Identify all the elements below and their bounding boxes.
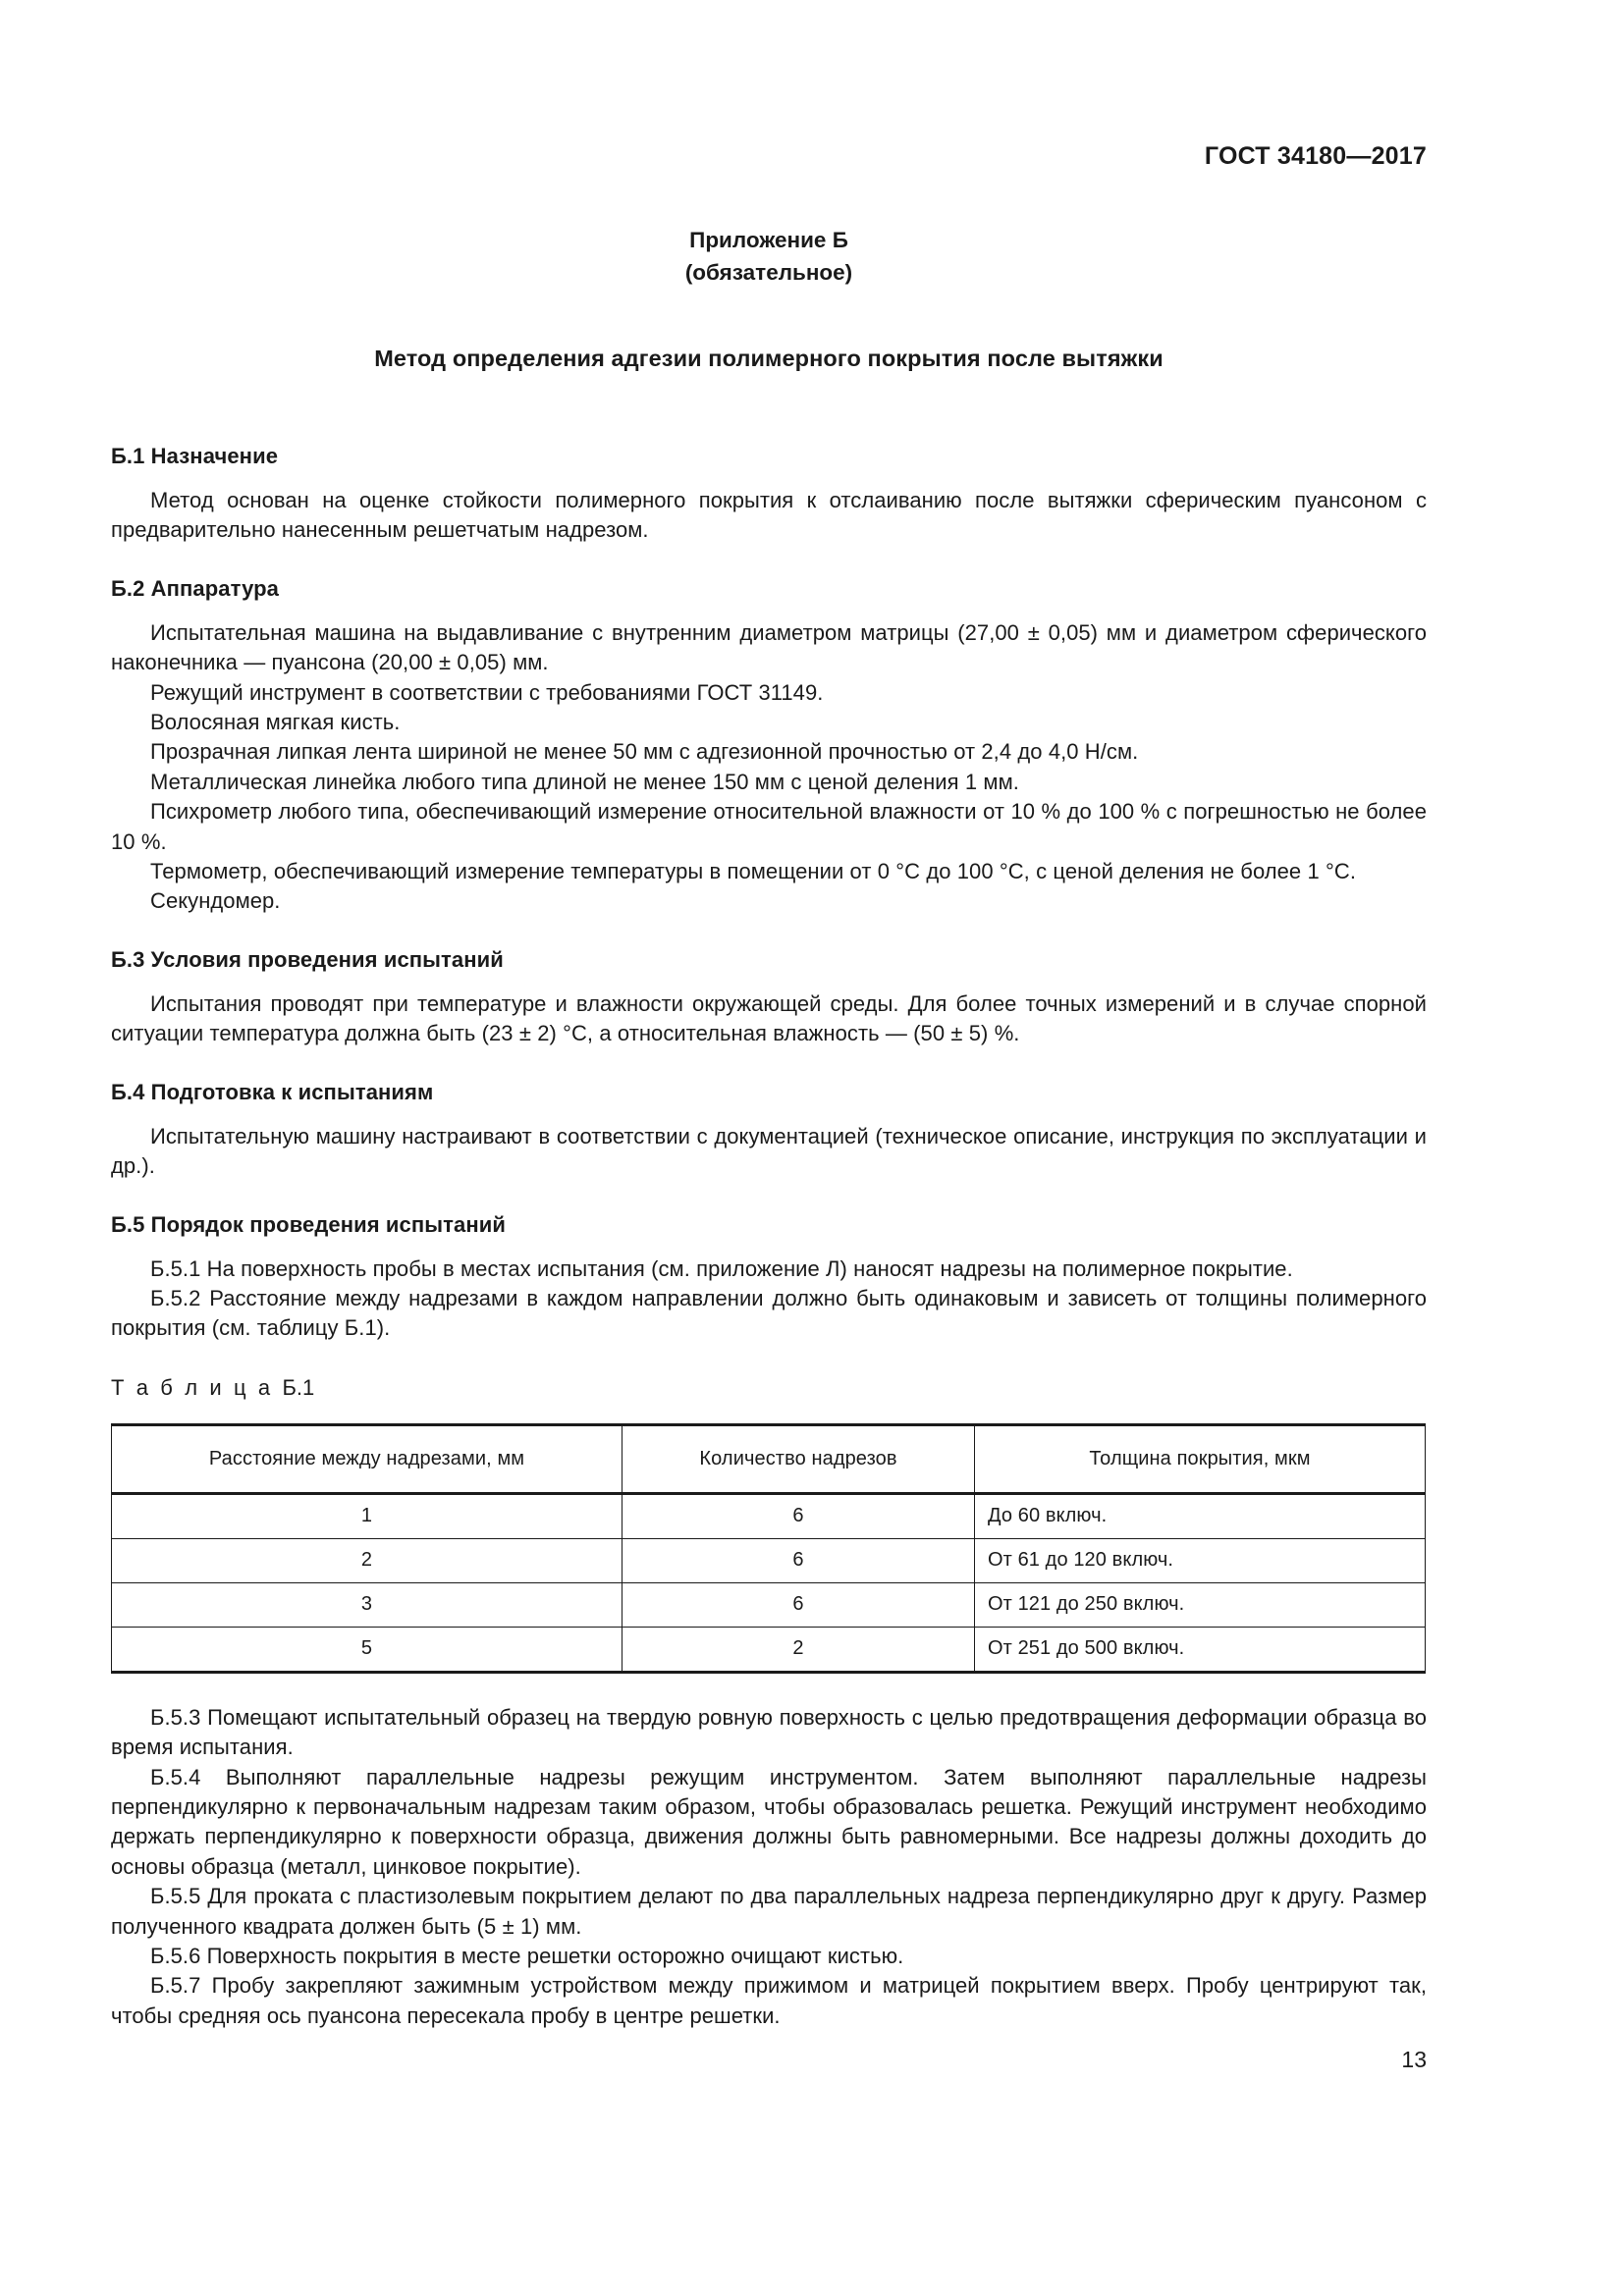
paragraph-b5-2: Б.5.2 Расстояние между надрезами в каждом направлении должно быть одинаковым и зависеть от толщины полимерного покрытия (см. таблицу Б.1). [111, 1285, 1427, 1341]
table-header-cell: Толщина покрытия, мкм [975, 1424, 1426, 1493]
spacer [111, 471, 1427, 486]
table-row [112, 1538, 1426, 1582]
spacer [111, 1240, 1427, 1255]
standard-number-header: ГОСТ 34180—2017 [1204, 142, 1427, 170]
paragraph-b3: Испытания проводят при температуре и влажности окружающей среды. Для более точных измерений и в случае спорной ситуации температура должна быть (23 ± 2) °C, а относительная влажность — (50 ± 5) %. [111, 990, 1427, 1046]
spacer [111, 1674, 1427, 1703]
paragraph-b5-7: Б.5.7 Пробу закрепляют зажимным устройством между прижимом и матрицей покрытием вверх. Пробу центрируют так, чтобы средняя ось пуансона пересекала пробу в центре решетки. [111, 1973, 1427, 2028]
paragraph-b5-1: Б.5.1 На поверхность пробы в местах испытания (см. приложение Л) наносят надрезы на полимерное покрытие. [150, 1255, 1293, 1281]
table-cell-thickness: От 121 до 250 включ. [975, 1582, 1426, 1627]
table-cell-thickness: До 60 включ. [975, 1493, 1426, 1538]
annex-subtitle: (обязательное) [684, 260, 853, 285]
table-header-cell: Расстояние между надрезами, мм [112, 1424, 623, 1493]
paragraph-b5-5: Б.5.5 Для проката с пластизолевым покрытием делают по два параллельных надреза перпендикулярно друг к другу. Размер полученного квадрата должен быть (5 ± 1) мм. [111, 1884, 1427, 1939]
table-caption-number: Б.1 [282, 1374, 315, 1400]
page-number: 13 [1401, 2047, 1427, 2072]
section-heading-b3: Б.3 Условия проведения испытаний [111, 946, 504, 972]
section-heading-b4: Б.4 Подготовка к испытаниям [111, 1079, 434, 1104]
paragraph-b5-6: Б.5.6 Поверхность покрытия в месте решетки осторожно очищают кистью. [150, 1943, 904, 1968]
table-cell-thickness: От 61 до 120 включ. [975, 1538, 1426, 1582]
body-flow [111, 442, 1427, 2031]
table-cell-count: 6 [623, 1582, 975, 1627]
table-cell-thickness: От 251 до 500 включ. [975, 1627, 1426, 1672]
paragraph-b5-4: Б.5.4 Выполняют параллельные надрезы режущим инструментом. Затем выполняют параллельные надрезы перпендикулярно к первоначальным надрезам таким образом, чтобы образовалась решетка. Режущий инструмент необходимо держать перпендикулярно к поверхности образца, движения должны быть равномерными. Все надрезы должны доходить до основы образца (металл, цинковое покрытие). [111, 1764, 1427, 1879]
method-heading: Метод определения адгезии полимерного покрытия после вытяжки [374, 346, 1164, 371]
table-cell-count: 6 [623, 1493, 975, 1538]
table-caption-label: Т а б л и ц а [111, 1374, 283, 1400]
spacer [111, 1107, 1427, 1122]
table-cell-spacing: 5 [112, 1627, 623, 1672]
spacer [111, 917, 1427, 945]
spacer [111, 1344, 1427, 1373]
table-caption [111, 1373, 1427, 1403]
table-cell-count: 6 [623, 1538, 975, 1582]
paragraph-b2-1: Испытательная машина на выдавливание с внутренним диаметром матрицы (27,00 ± 0,05) мм и диаметром сферического наконечника — пуансона (20,00 ± 0,05) мм. [111, 619, 1427, 675]
paragraph-b2-4: Прозрачная липкая лента шириной не менее 50 мм с адгезионной прочностью от 2,4 до 4,0 Н/см. [150, 739, 1139, 765]
table-header-cell: Количество надрезов [623, 1424, 975, 1493]
spacer [111, 975, 1427, 989]
spacer [111, 546, 1427, 574]
paragraph-b2-3: Волосяная мягкая кисть. [150, 710, 401, 735]
paragraph-b4: Испытательную машину настраивают в соответствии с документацией (техническое описание, инструкция по эксплуатации и др.). [111, 1123, 1427, 1179]
spacer [111, 604, 1427, 618]
paragraph-b2-2: Режущий инструмент в соответствии с требованиями ГОСТ 31149. [150, 679, 824, 705]
table-header-row [112, 1424, 1426, 1493]
table-row [112, 1582, 1426, 1627]
table-cell-spacing: 3 [112, 1582, 623, 1627]
spacer [111, 1049, 1427, 1078]
table-cell-spacing: 1 [112, 1493, 623, 1538]
paragraph-b2-7: Термометр, обеспечивающий измерение температуры в помещении от 0 °C до 100 °C, с ценой деления не более 1 °C. [150, 859, 1356, 884]
paragraph-b2-5: Металлическая линейка любого типа длиной не менее 150 мм с ценой деления 1 мм. [150, 769, 1019, 794]
table-cell-spacing: 2 [112, 1538, 623, 1582]
table-row [112, 1493, 1426, 1538]
section-heading-b5: Б.5 Порядок проведения испытаний [111, 1211, 507, 1237]
paragraph-b2-8: Секундомер. [150, 888, 281, 914]
annex-title-block [111, 224, 1427, 289]
table-cell-count: 2 [623, 1627, 975, 1672]
table-row [112, 1627, 1426, 1672]
section-heading-b1: Б.1 Назначение [111, 444, 279, 468]
table-b1 [111, 1423, 1426, 1674]
paragraph-b5-3: Б.5.3 Помещают испытательный образец на твердую ровную поверхность с целью предотвращения деформации образца во время испытания. [111, 1704, 1427, 1760]
spacer [111, 1403, 1427, 1423]
section-heading-b2: Б.2 Аппаратура [111, 575, 279, 601]
paragraph-b1: Метод основан на оценке стойкости полимерного покрытия к отслаиванию после вытяжки сферическим пуансоном с предварительно нанесенным решетчатым надрезом. [111, 488, 1427, 543]
paragraph-b2-6: Психрометр любого типа, обеспечивающий измерение относительной влажности от 10 % до 100 % с погрешностью не более 10 %. [111, 799, 1427, 854]
annex-title: Приложение Б [689, 228, 848, 252]
spacer [111, 1182, 1427, 1210]
